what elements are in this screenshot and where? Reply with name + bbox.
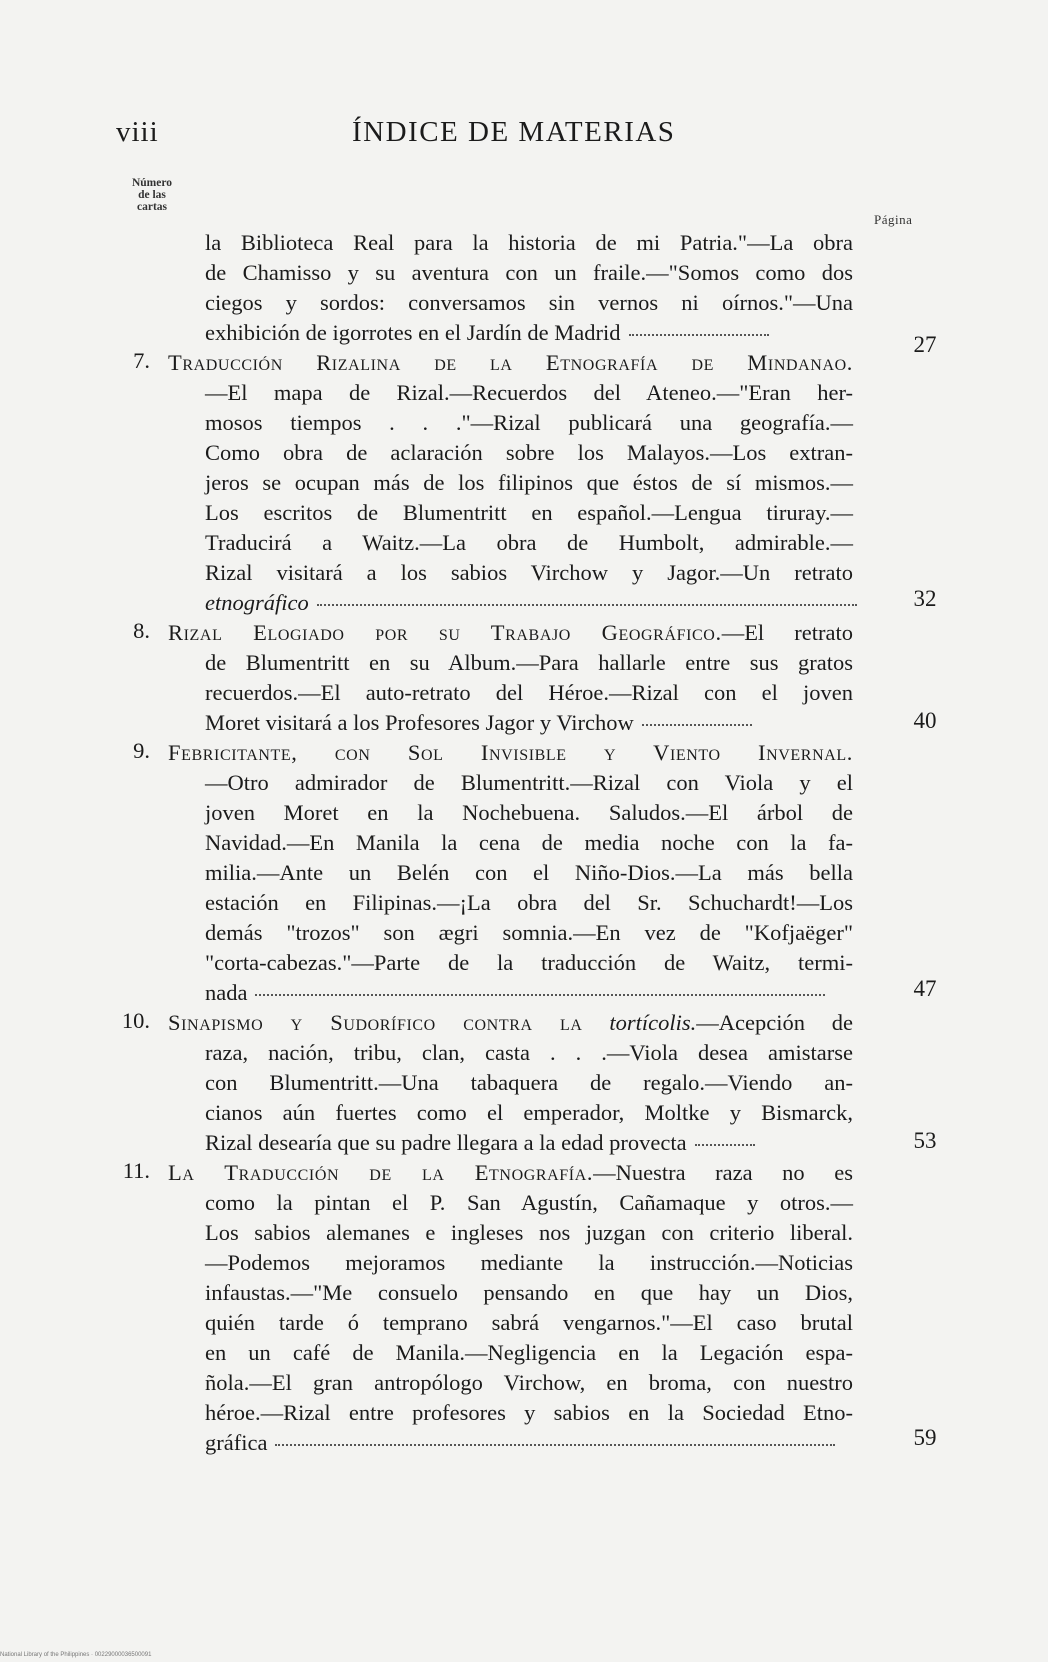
column-header-letter-number bbox=[114, 177, 190, 213]
leader-dots bbox=[275, 1443, 835, 1446]
entry-line: —El mapa de Rizal.—Recuerdos del Ateneo.—"Eran her- bbox=[205, 380, 853, 405]
entry-line: ciegos y sordos: conversamos sin vernos ni oírnos."—Una bbox=[205, 290, 853, 315]
entry-line-text: gráfica bbox=[205, 1430, 268, 1455]
entry-line-text: etnográfico bbox=[205, 590, 309, 615]
entry-number: 10. bbox=[121, 1008, 150, 1033]
leader-dots bbox=[317, 603, 857, 606]
entry-title: Sinapismo y Sudorífico contra la bbox=[168, 1010, 583, 1035]
entry-page-number: 32 bbox=[913, 586, 937, 611]
entry-line: Como obra de aclaración sobre los Malayos.—Los extran- bbox=[205, 440, 853, 465]
entry-line-last bbox=[205, 1128, 853, 1158]
entry-title-line bbox=[168, 1158, 853, 1188]
column-header-page: Página bbox=[874, 212, 913, 227]
entry-title-line bbox=[168, 738, 853, 768]
entry-number: 7. bbox=[133, 348, 150, 373]
entry-title: Traducción Rizalina de la Etnografía de Mindanao. bbox=[168, 350, 853, 375]
leader-dots bbox=[642, 723, 752, 726]
entry-page-number: 27 bbox=[913, 332, 937, 357]
entry-title-rest: —Nuestra raza no es bbox=[593, 1160, 853, 1185]
entry-line-last bbox=[205, 1428, 853, 1458]
entry-line: —Otro admirador de Blumentritt.—Rizal con Viola y el bbox=[205, 770, 853, 795]
page-number: viii bbox=[116, 116, 159, 148]
entry-line-text: nada bbox=[205, 980, 248, 1005]
entry-line: héroe.—Rizal entre profesores y sabios en la Sociedad Etno- bbox=[205, 1400, 853, 1425]
entry-line: la Biblioteca Real para la historia de mi Patria."—La obra bbox=[205, 230, 853, 255]
entry-line: en un café de Manila.—Negligencia en la Legación espa- bbox=[205, 1340, 853, 1365]
leader-dots bbox=[695, 1143, 755, 1146]
entry-page-number: 47 bbox=[913, 976, 937, 1001]
entry-line: de Blumentritt en su Album.—Para hallarle entre sus gratos bbox=[205, 650, 853, 675]
entry-page-number: 59 bbox=[913, 1425, 937, 1450]
scan-footer: National Library of the Philippines · 00229000036500091 bbox=[0, 1652, 152, 1658]
entry-line-last bbox=[205, 978, 853, 1008]
entry-title-italic: tortícolis. bbox=[609, 1010, 697, 1035]
entry-line: como la pintan el P. San Agustín, Cañamaque y otros.— bbox=[205, 1190, 853, 1215]
entry-line: "corta-cabezas."—Parte de la traducción de Waitz, termi- bbox=[205, 950, 853, 975]
entry-line: mosos tiempos . . ."—Rizal publicará una geografía.— bbox=[205, 410, 853, 435]
entry-line: jeros se ocupan más de los filipinos que éstos de sí mismos.— bbox=[205, 470, 853, 495]
entry-line-last bbox=[205, 588, 853, 618]
entry-line: joven Moret en la Nochebuena. Saludos.—El árbol de bbox=[205, 800, 853, 825]
entry-title-line bbox=[168, 1008, 853, 1038]
entry-line-text: exhibición de igorrotes en el Jardín de Madrid bbox=[205, 320, 621, 345]
entry-line: —Podemos mejoramos mediante la instrucción.—Noticias bbox=[205, 1250, 853, 1275]
entry-line: con Blumentritt.—Una tabaquera de regalo.—Viendo an- bbox=[205, 1070, 853, 1095]
entry-title-rest: —El retrato bbox=[721, 620, 853, 645]
entry-line-text: Moret visitará a los Profesores Jagor y Virchow bbox=[205, 710, 634, 735]
entry-line: ñola.—El gran antropólogo Virchow, en broma, con nuestro bbox=[205, 1370, 853, 1395]
entry-title-line bbox=[168, 618, 853, 648]
entry-line: Los sabios alemanes e ingleses nos juzgan con criterio liberal. bbox=[205, 1220, 853, 1245]
entry-line: Navidad.—En Manila la cena de media noche con la fa- bbox=[205, 830, 853, 855]
entry-line: Los escritos de Blumentritt en español.—Lengua tiruray.— bbox=[205, 500, 853, 525]
column-header-line: Número bbox=[131, 177, 173, 189]
entry-line: cianos aún fuertes como el emperador, Moltke y Bismarck, bbox=[205, 1100, 853, 1125]
leader-dots bbox=[629, 333, 769, 336]
entry-line: demás "trozos" son ægri somnia.—En vez de "Kofjaëger" bbox=[205, 920, 853, 945]
entry-page-number: 40 bbox=[913, 708, 937, 733]
column-header-line: cartas bbox=[136, 201, 167, 213]
entry-line: Rizal visitará a los sabios Virchow y Jagor.—Un retrato bbox=[205, 560, 853, 585]
entry-line-text: Rizal desearía que su padre llegara a la edad provecta bbox=[205, 1130, 687, 1155]
entry-line-last bbox=[205, 318, 853, 348]
entry-number: 8. bbox=[133, 618, 150, 643]
entry-line: de Chamisso y su aventura con un fraile.—"Somos como dos bbox=[205, 260, 853, 285]
entry-line: Traducirá a Waitz.—La obra de Humbolt, admirable.— bbox=[205, 530, 853, 555]
column-header-line: de las bbox=[138, 189, 166, 201]
entry-line: estación en Filipinas.—¡La obra del Sr. Schuchardt!—Los bbox=[205, 890, 853, 915]
entry-line: recuerdos.—El auto-retrato del Héroe.—Rizal con el joven bbox=[205, 680, 853, 705]
entry-number: 9. bbox=[133, 738, 150, 763]
leader-dots bbox=[255, 993, 825, 996]
entry-title-rest: —Acepción de bbox=[696, 1010, 854, 1035]
entry-line-last bbox=[205, 708, 853, 738]
entry-title: Rizal Elogiado por su Trabajo Geográfico. bbox=[168, 620, 722, 645]
entry-line: quién tarde ó temprano sabrá vengarnos."—El caso brutal bbox=[205, 1310, 853, 1335]
entry-page-number: 53 bbox=[913, 1128, 937, 1153]
entry-number: 11. bbox=[122, 1158, 150, 1183]
entry-line: raza, nación, tribu, clan, casta . . .—Viola desea amistarse bbox=[205, 1040, 853, 1065]
entry-title-line bbox=[168, 348, 853, 378]
entry-line: milia.—Ante un Belén con el Niño-Dios.—La más bella bbox=[205, 860, 853, 885]
entry-line: infaustas.—"Me consuelo pensando en que hay un Dios, bbox=[205, 1280, 853, 1305]
running-title: ÍNDICE DE MATERIAS bbox=[352, 116, 676, 148]
entry-title: La Traducción de la Etnografía. bbox=[168, 1160, 594, 1185]
entry-title: Febricitante, con Sol Invisible y Viento Invernal. bbox=[168, 740, 853, 765]
